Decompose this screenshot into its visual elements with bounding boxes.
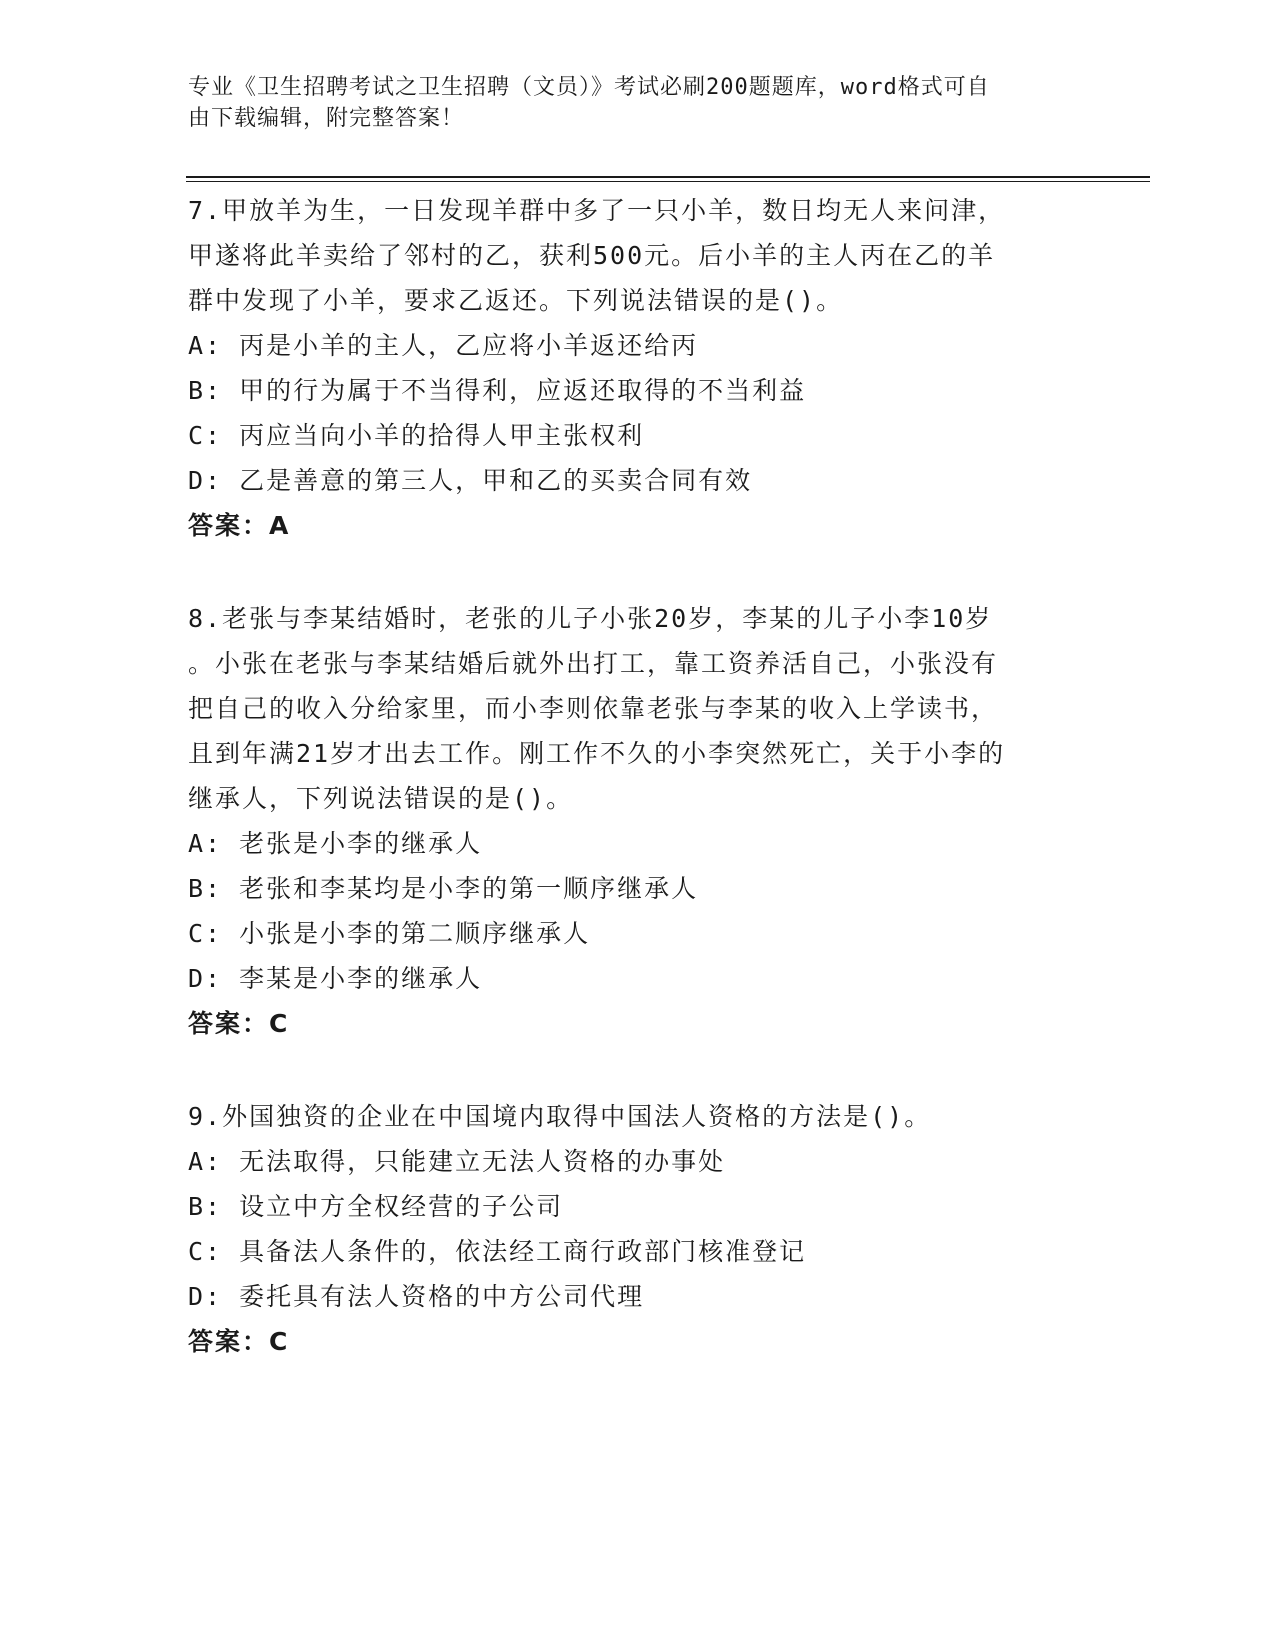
- stem-line: 继承人，下列说法错误的是()。: [188, 784, 574, 813]
- question-8: [188, 596, 1078, 1046]
- option-c: C: 丙应当向小羊的拾得人甲主张权利: [188, 421, 645, 450]
- header-line-1: 专业《卫生招聘考试之卫生招聘（文员）》考试必刷200题题库，word格式可自: [188, 75, 990, 100]
- stem-line: 甲遂将此羊卖给了邻村的乙，获利500元。后小羊的主人丙在乙的羊: [188, 241, 996, 270]
- stem-line: 7.甲放羊为生，一日发现羊群中多了一只小羊，数日均无人来问津，: [188, 196, 1006, 225]
- stem-line: 且到年满21岁才出去工作。刚工作不久的小李突然死亡，关于小李的: [188, 739, 1006, 768]
- header-rule-thin: [186, 181, 1150, 182]
- option-c: C: 具备法人条件的，依法经工商行政部门核准登记: [188, 1237, 807, 1266]
- question-list: [188, 188, 1078, 1412]
- option-c: C: 小张是小李的第二顺序继承人: [188, 919, 591, 948]
- question-7: [188, 188, 1078, 548]
- option-b: B: 老张和李某均是小李的第一顺序继承人: [188, 874, 699, 903]
- answer-label: 答案：A: [188, 511, 291, 540]
- header-line-2: 由下载编辑，附完整答案！: [188, 106, 465, 131]
- option-b: B: 甲的行为属于不当得利，应返还取得的不当利益: [188, 376, 807, 405]
- option-a: A: 老张是小李的继承人: [188, 829, 483, 858]
- answer-label: 答案：C: [188, 1327, 290, 1356]
- option-d: D: 委托具有法人资格的中方公司代理: [188, 1282, 645, 1311]
- question-stem: [188, 1094, 1078, 1139]
- question-stem: [188, 188, 1078, 323]
- document-header: [188, 72, 1068, 134]
- stem-line: 9.外国独资的企业在中国境内取得中国法人资格的方法是()。: [188, 1102, 932, 1131]
- stem-line: 群中发现了小羊，要求乙返还。下列说法错误的是()。: [188, 286, 844, 315]
- option-b: B: 设立中方全权经营的子公司: [188, 1192, 564, 1221]
- option-d: D: 李某是小李的继承人: [188, 964, 483, 993]
- stem-line: 把自己的收入分给家里，而小李则依靠老张与李某的收入上学读书，: [188, 694, 999, 723]
- answer-label: 答案：C: [188, 1009, 290, 1038]
- question-stem: [188, 596, 1078, 821]
- option-a: A: 无法取得，只能建立无法人资格的办事处: [188, 1147, 726, 1176]
- option-d: D: 乙是善意的第三人，甲和乙的买卖合同有效: [188, 466, 753, 495]
- stem-line: 8.老张与李某结婚时，老张的儿子小张20岁，李某的儿子小李10岁: [188, 604, 993, 633]
- question-9: [188, 1094, 1078, 1364]
- stem-line: 。小张在老张与李某结婚后就外出打工，靠工资养活自己，小张没有: [188, 649, 999, 678]
- option-a: A: 丙是小羊的主人，乙应将小羊返还给丙: [188, 331, 699, 360]
- header-rule-thick: [186, 176, 1150, 178]
